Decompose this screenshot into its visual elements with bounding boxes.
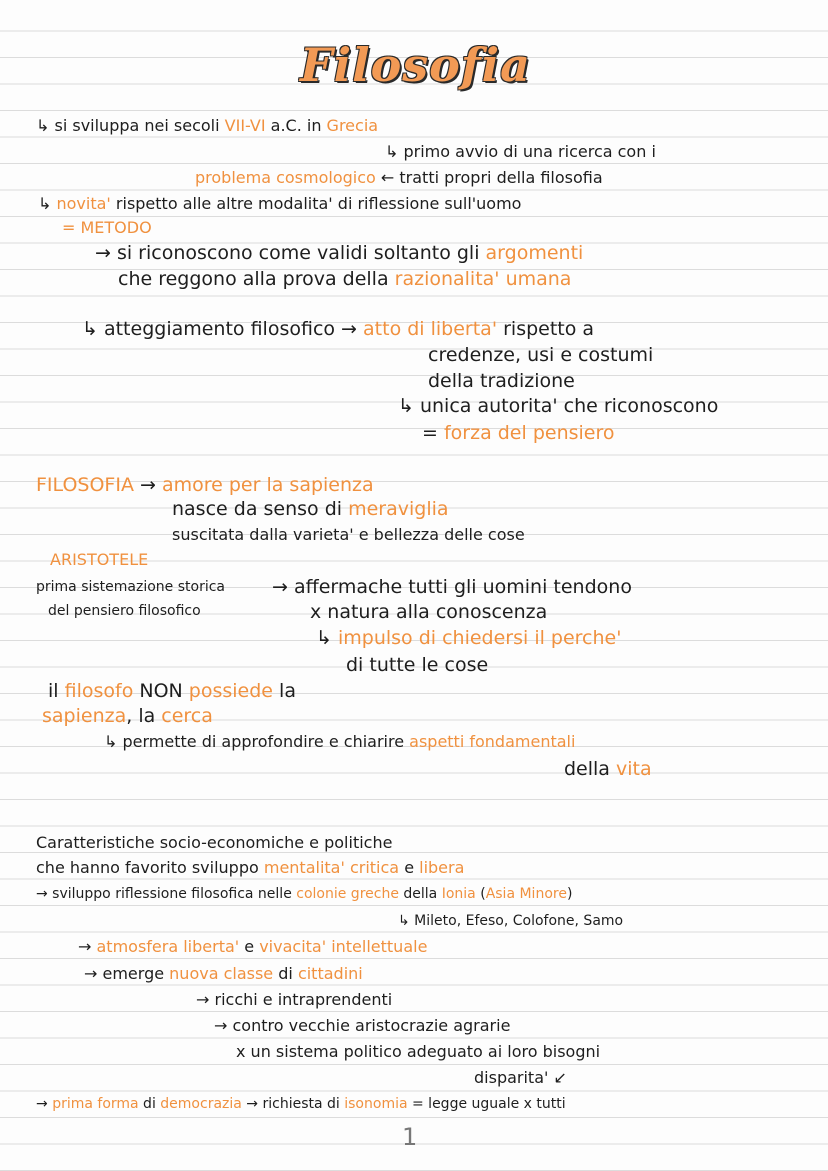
text: della tradizione xyxy=(428,370,575,392)
line-29 xyxy=(78,939,427,955)
highlight: colonie greche xyxy=(296,886,399,902)
text: credenze, usi e costumi xyxy=(428,344,654,366)
text: x natura alla conoscenza xyxy=(310,601,548,623)
highlight: VII-VI xyxy=(224,116,266,135)
text: ( xyxy=(475,886,486,902)
highlight: nuova classe xyxy=(169,964,274,983)
line-24 xyxy=(564,760,652,779)
line-23 xyxy=(104,734,575,750)
text: rispetto a xyxy=(497,318,595,340)
highlight: forza del pensiero xyxy=(443,422,615,444)
text: → ricchi e intraprendenti xyxy=(196,990,393,1009)
text: ↳ xyxy=(38,194,57,213)
text: → xyxy=(133,474,162,496)
text: di xyxy=(273,964,298,983)
highlight: Asia Minore xyxy=(485,886,567,902)
text: disparita' ↙ xyxy=(474,1068,567,1087)
line-1 xyxy=(36,118,378,134)
text: ↳ permette di approfondire e chiarire xyxy=(104,732,410,751)
text: ↳ si sviluppa nei secoli xyxy=(36,116,225,135)
text: di tutte le cose xyxy=(346,654,489,676)
line-2 xyxy=(385,144,656,160)
line-33 xyxy=(236,1044,600,1060)
line-32 xyxy=(214,1018,510,1034)
text: ← tratti propri della filosofia xyxy=(375,168,603,187)
line-15 xyxy=(172,527,525,543)
highlight: impulso di chiedersi il perche' xyxy=(337,627,622,649)
page-title: Filosofia xyxy=(300,38,531,92)
line-4 xyxy=(38,196,521,212)
line-22 xyxy=(42,707,213,726)
line-9 xyxy=(428,346,653,365)
highlight: Grecia xyxy=(326,116,379,135)
highlight: possiede xyxy=(188,680,273,702)
line-19 xyxy=(316,629,621,648)
text: → richiesta di xyxy=(241,1096,345,1112)
text: nasce da senso di xyxy=(172,498,349,520)
line-31 xyxy=(196,992,392,1008)
highlight: Ionia xyxy=(441,886,476,902)
text: → xyxy=(78,937,97,956)
text: → emerge xyxy=(84,964,170,983)
text: ↳ primo avvio di una ricerca con i xyxy=(385,142,656,161)
line-21 xyxy=(48,682,296,701)
line-18a xyxy=(48,604,201,618)
highlight: = METODO xyxy=(62,218,152,237)
line-20 xyxy=(346,656,488,675)
highlight: mentalita' critica xyxy=(263,858,400,877)
line-35 xyxy=(36,1097,566,1111)
text: prima sistemazione storica xyxy=(36,579,226,595)
line-27 xyxy=(36,887,572,901)
highlight: cittadini xyxy=(297,964,363,983)
text: che hanno favorito sviluppo xyxy=(36,858,264,877)
highlight: razionalita' umana xyxy=(394,268,572,290)
line-3 xyxy=(195,170,603,186)
text: e xyxy=(399,858,420,877)
text: → si riconoscono come validi soltanto gli xyxy=(95,242,486,264)
highlight: libera xyxy=(419,858,465,877)
text: del pensiero filosofico xyxy=(48,603,201,619)
text: la xyxy=(273,680,296,702)
highlight: argomenti xyxy=(485,242,584,264)
highlight: problema cosmologico xyxy=(195,168,376,187)
text: a.C. in xyxy=(265,116,327,135)
line-28 xyxy=(398,914,623,928)
text: ) xyxy=(566,886,573,902)
text: ↳ Mileto, Efeso, Colofone, Samo xyxy=(398,913,624,929)
highlight: atto di liberta' xyxy=(363,318,498,340)
text: = legge uguale x tutti xyxy=(407,1096,566,1112)
text: NON xyxy=(133,680,189,702)
line-10 xyxy=(428,372,575,391)
line-8 xyxy=(82,320,594,339)
line-16 xyxy=(50,552,148,568)
text: , la xyxy=(126,705,162,727)
line-30 xyxy=(84,966,363,982)
text: ↳ unica autorita' che riconoscono xyxy=(398,395,719,417)
line-6 xyxy=(95,244,583,263)
text: ↳ xyxy=(316,627,338,649)
text: e xyxy=(239,937,260,956)
line-5 xyxy=(62,220,152,236)
text: → contro vecchie aristocrazie agrarie xyxy=(214,1016,511,1035)
text: che reggono alla prova della xyxy=(118,268,395,290)
highlight: filosofo xyxy=(64,680,134,702)
line-14 xyxy=(172,500,449,519)
text: = xyxy=(422,422,444,444)
highlight: ARISTOTELE xyxy=(50,550,149,569)
text: → xyxy=(36,1096,53,1112)
highlight: democrazia xyxy=(160,1096,242,1112)
line-11 xyxy=(398,397,718,416)
page-number: 1 xyxy=(402,1123,418,1151)
text: → sviluppo riflessione filosofica nelle xyxy=(36,886,297,902)
line-26 xyxy=(36,860,464,876)
text: della xyxy=(398,886,442,902)
text: rispetto alle altre modalita' di riflessione sull'uomo xyxy=(110,194,522,213)
text: della xyxy=(564,758,616,780)
highlight: novita' xyxy=(56,194,111,213)
line-18b xyxy=(310,603,547,622)
line-34 xyxy=(474,1070,567,1086)
highlight: cerca xyxy=(161,705,213,727)
highlight: aspetti fondamentali xyxy=(409,732,576,751)
text: suscitata dalla varieta' e bellezza delle cose xyxy=(172,525,525,544)
text: di xyxy=(138,1096,161,1112)
line-13 xyxy=(36,476,374,495)
highlight: amore per la sapienza xyxy=(161,474,374,496)
highlight: vivacita' intellettuale xyxy=(259,937,428,956)
highlight: FILOSOFIA xyxy=(36,474,134,496)
highlight: atmosfera liberta' xyxy=(96,937,240,956)
line-25 xyxy=(36,835,392,851)
highlight: sapienza xyxy=(42,705,127,727)
highlight: prima forma xyxy=(52,1096,139,1112)
line-17a xyxy=(36,580,225,594)
line-7 xyxy=(118,270,571,289)
text: Caratteristiche socio-economiche e politiche xyxy=(36,833,393,852)
text: ↳ atteggiamento filosofico → xyxy=(82,318,364,340)
text: → affermache tutti gli uomini tendono xyxy=(272,576,632,598)
line-12 xyxy=(422,424,615,443)
text: il xyxy=(48,680,65,702)
highlight: isonomia xyxy=(344,1096,408,1112)
highlight: vita xyxy=(616,758,652,780)
text: x un sistema politico adeguato ai loro bisogni xyxy=(236,1042,601,1061)
highlight: meraviglia xyxy=(348,498,449,520)
line-17b xyxy=(272,578,632,597)
